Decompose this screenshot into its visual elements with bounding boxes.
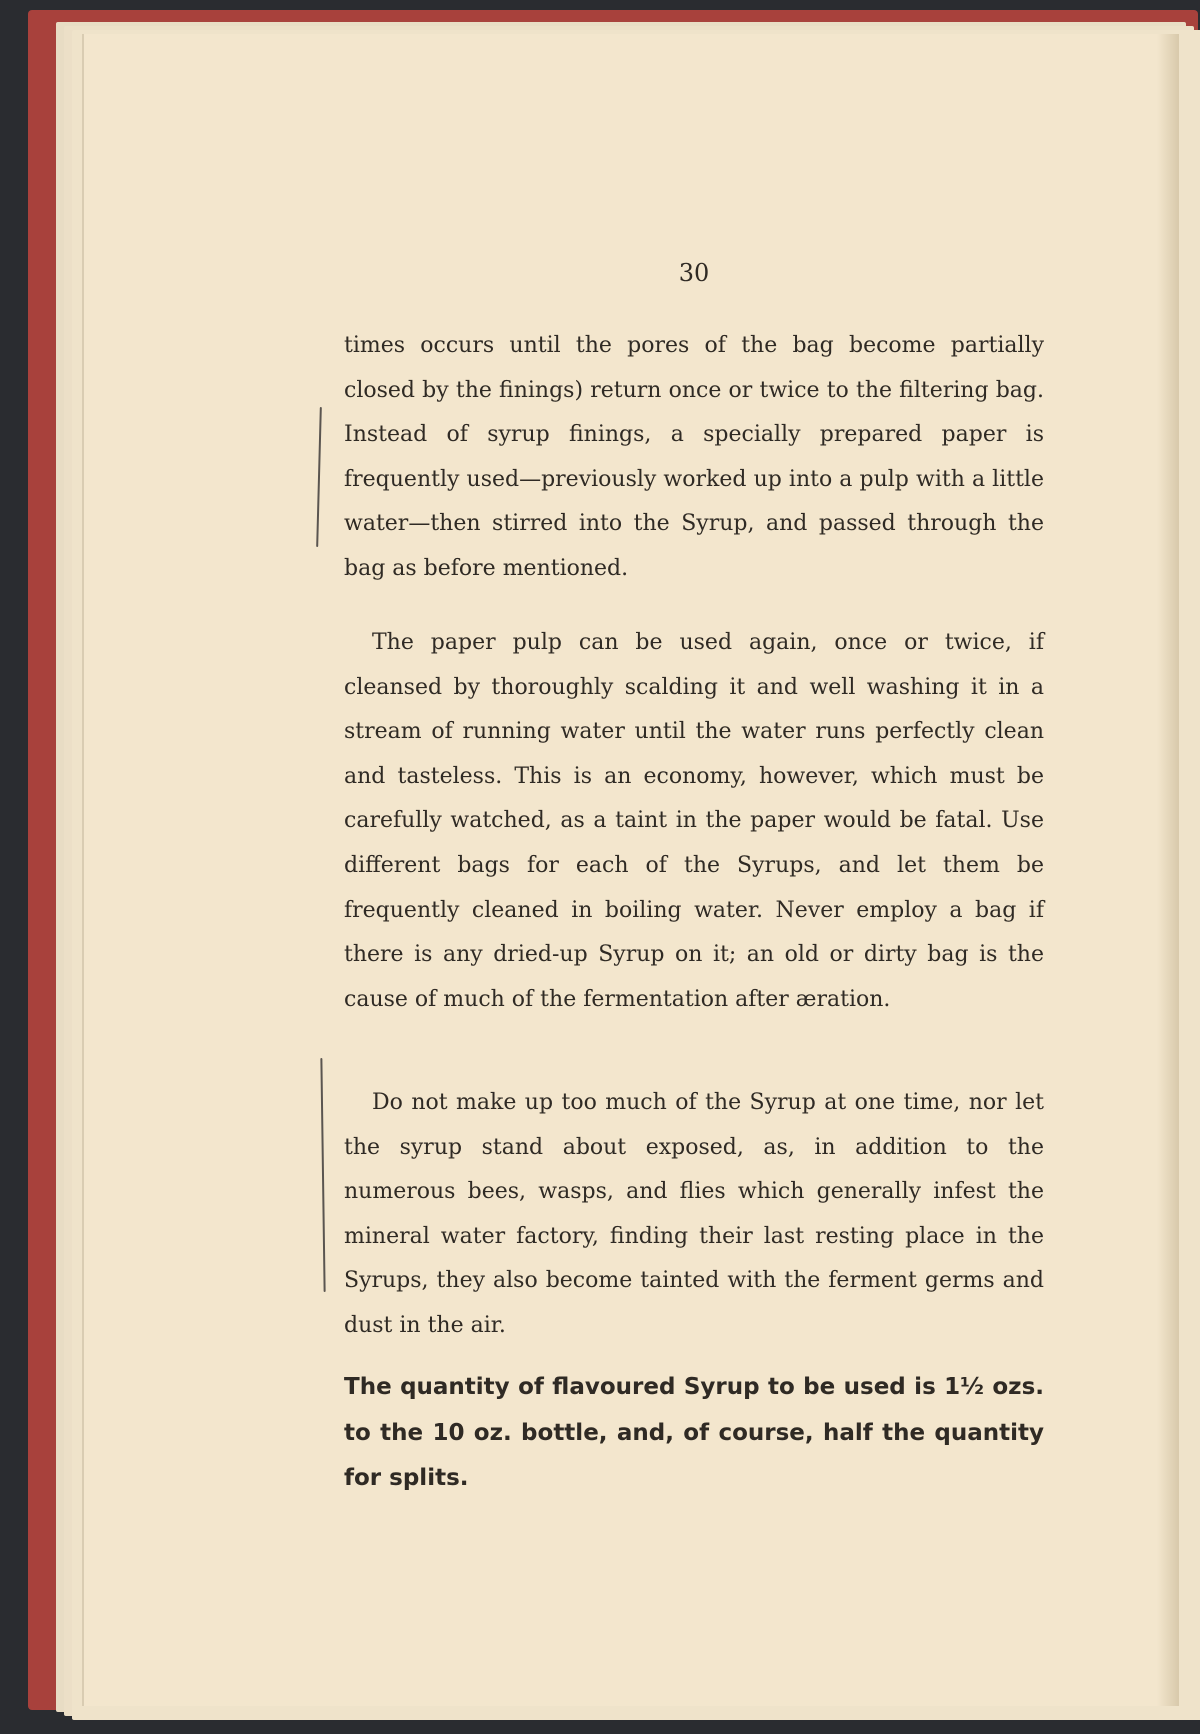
book-page <box>82 34 1179 1706</box>
page-number: 30 <box>678 259 710 287</box>
paragraph-syrup-quantity: The quantity of flavoured Syrup to be used is 1½ ozs. to the 10 oz. bottle, and, of course, half the quantity for splits. <box>344 1374 1044 1491</box>
page-gutter-shadow <box>1157 34 1179 1706</box>
paragraph-filtering-bag: times occurs until the pores of the bag become partially closed by the finings) return once or twice to the filtering bag. Instead of syrup finings, a specially prepared paper is frequently used—previously worked up into a pulp with a little water—then stirred into the Syrup, and passed through the bag as before mentioned. <box>344 333 1044 581</box>
paragraph-syrup-storage: Do not make up too much of the Syrup at one time, nor let the syrup stand about exposed, as, in addition to the numerous bees, wasps, and flies which generally infest the mineral water factory, finding their last resting place in the Syrups, they also become tainted with the ferment germs and dust in the air. <box>344 1090 1044 1338</box>
paragraph-paper-pulp: The paper pulp can be used again, once or twice, if cleansed by thoroughly scalding it and well washing it in a stream of running water until the water runs perfectly clean and tasteless. This is an economy, however, which must be carefully watched, as a taint in the paper would be fatal. Use different bags for each of the Syrups, and let them be frequently cleaned in boiling water. Never employ a bag if there is any dried-up Syrup on it; an old or dirty bag is the cause of much of the fermentation after æration. <box>344 630 1044 1012</box>
